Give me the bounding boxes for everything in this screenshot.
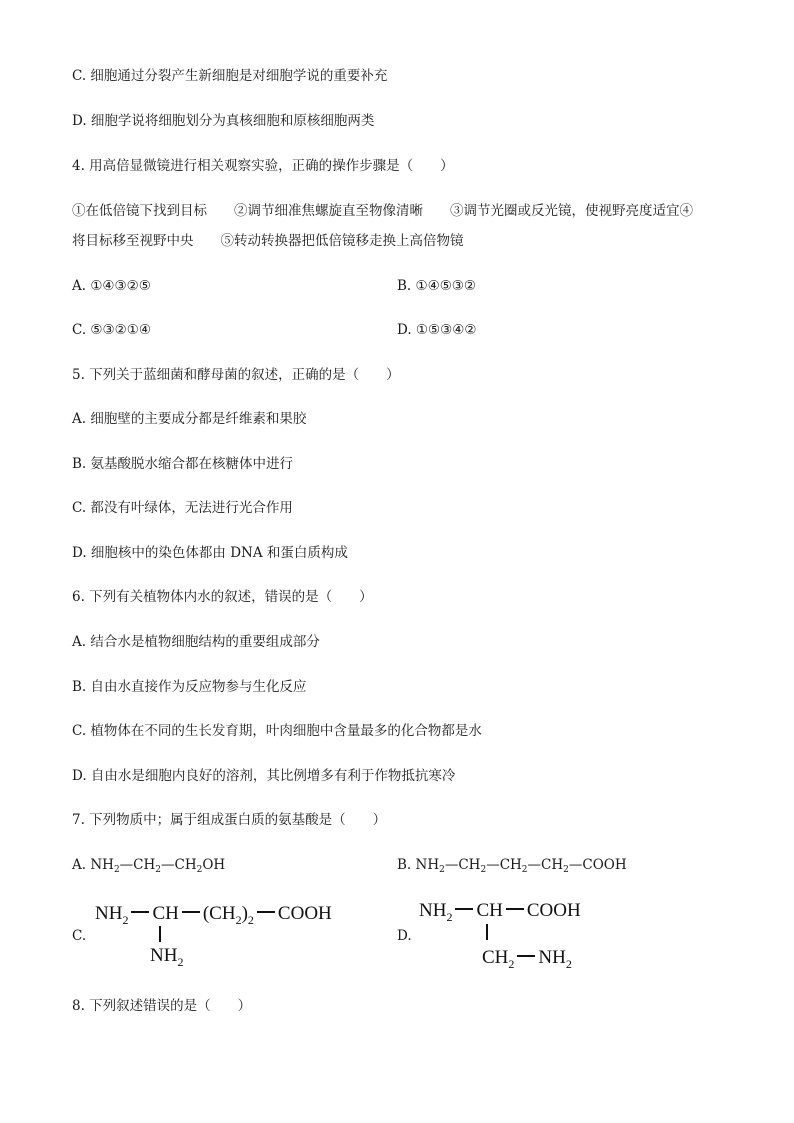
bond-line	[506, 908, 524, 910]
q5-option-a: A. 细胞壁的主要成分都是纤维素和果胶	[72, 411, 307, 427]
q6-stem: 6. 下列有关植物体内水的叙述，错误的是（ ）	[72, 589, 373, 605]
q5-option-d: D. 细胞核中的染色体都由 DNA 和蛋白质构成	[72, 545, 348, 561]
q7-stem: 7. 下列物质中；属于组成蛋白质的氨基酸是（ ）	[72, 812, 387, 828]
q4-steps-line2: 将目标移至视野中央 ⑤转动转换器把低倍镜移走换上高倍物镜	[72, 233, 464, 249]
q6-option-b: B. 自由水直接作为反应物参与生化反应	[72, 679, 307, 695]
q7-option-d-label: D.	[397, 928, 412, 944]
q3-option-c: C. 细胞通过分裂产生新细胞是对细胞学说的重要补充	[72, 68, 388, 84]
q7-option-d-vertical-bond	[486, 924, 488, 940]
q7-option-d-side-group: $CH_2$ $NH_2$	[482, 947, 572, 971]
q4-steps-line1: ①在低倍镜下找到目标 ②调节细准焦螺旋直至物像清晰 ③调节光圈或反光镜，使视野亮度适宜④	[72, 203, 693, 219]
q5-option-b: B. 氨基酸脱水缩合都在核糖体中进行	[72, 456, 294, 472]
bond-line	[182, 911, 200, 913]
q4-option-c: C. ⑤③②①④	[72, 322, 151, 338]
q7-option-c-label: C.	[72, 928, 87, 944]
q4-option-b: B. ①④⑤③②	[397, 278, 477, 294]
q5-stem: 5. 下列关于蓝细菌和酵母菌的叙述，正确的是（ ）	[72, 367, 400, 383]
q5-option-c: C. 都没有叶绿体，无法进行光合作用	[72, 500, 293, 516]
q6-option-c: C. 植物体在不同的生长发育期，叶肉细胞中含量最多的化合物都是水	[72, 723, 482, 739]
q6-option-d: D. 自由水是细胞内良好的溶剂，其比例增多有利于作物抵抗寒冷	[72, 768, 456, 784]
q7-option-b: B. $NH_2—CH_2—CH_2—CH_2—COOH$	[397, 857, 627, 875]
q8-stem: 8. 下列叙述错误的是（ ）	[72, 998, 252, 1014]
q7-option-d-main-chain: $NH_2$ CH COOH	[419, 900, 581, 924]
q3-option-d: D. 细胞学说将细胞划分为真核细胞和原核细胞两类	[72, 113, 375, 129]
q7-option-c-main-chain: $NH_2$ CH $(CH_2)_2$ COOH	[95, 903, 332, 927]
bond-line	[257, 911, 275, 913]
q7-option-c-vertical-bond	[159, 926, 161, 942]
q4-option-d: D. ①⑤③④②	[397, 322, 477, 338]
q4-option-a: A. ①④③②⑤	[72, 278, 151, 294]
bond-line	[455, 908, 473, 910]
q7-option-c-side-group: $NH_2$	[150, 945, 184, 969]
bond-line	[517, 955, 535, 957]
bond-line	[131, 911, 149, 913]
q6-option-a: A. 结合水是植物细胞结构的重要组成部分	[72, 634, 320, 650]
q4-stem: 4. 用高倍显微镜进行相关观察实验，正确的操作步骤是（ ）	[72, 158, 454, 174]
q7-option-a: A. $NH_2—CH_2—CH_2OH$	[72, 857, 226, 875]
